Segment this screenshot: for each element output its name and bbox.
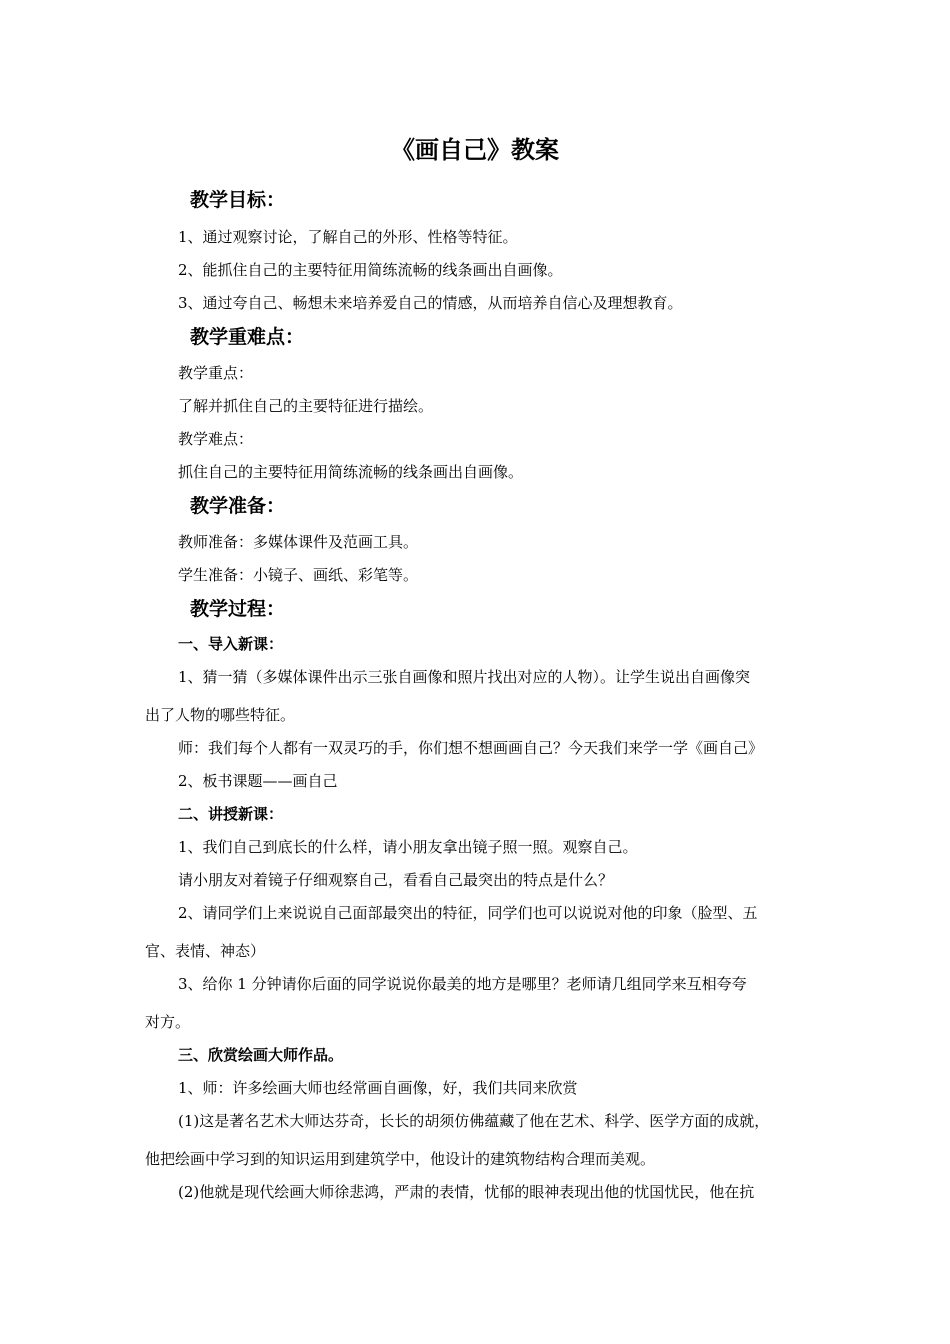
part2-item2-line1: 2、请同学们上来说说自己面部最突出的特征，同学们也可以说说对他的印象（脸型、五	[178, 904, 758, 922]
difficulty-text: 抓住自己的主要特征用简练流畅的线条画出自画像。	[178, 463, 524, 481]
student-preparation: 学生准备：小镜子、画纸、彩笔等。	[178, 566, 419, 584]
objective-item-1: 1、通过观察讨论，了解自己的外形、性格等特征。	[178, 228, 518, 246]
part3-sub2-line1: (2)他就是现代绘画大师徐悲鸿，严肃的表情，忧郁的眼神表现出他的忧国忧民，他在抗	[178, 1183, 755, 1201]
part2-item1: 1、我们自己到底长的什么样，请小朋友拿出镜子照一照。观察自己。	[178, 838, 638, 856]
preparation-heading: 教学准备：	[190, 495, 286, 517]
part1-teacher-line: 师：我们每个人都有一双灵巧的手，你们想不想画画自己？今天我们来学一学《画自己》	[178, 739, 764, 757]
focus-text: 了解并抓住自己的主要特征进行描绘。	[178, 397, 434, 415]
key-points-heading: 教学重难点：	[190, 326, 305, 348]
part3-sub1-line1: (1)这是著名艺术大师达芬奇，长长的胡须仿佛蕴藏了他在艺术、科学、医学方面的成就，	[178, 1112, 770, 1130]
part2-item2-line2: 官、表情、神态）	[145, 942, 266, 960]
part1-heading: 一、导入新课：	[178, 635, 284, 653]
part2-item1b: 请小朋友对着镜子仔细观察自己，看看自己最突出的特点是什么？	[178, 871, 614, 889]
objective-item-3: 3、通过夸自己、畅想未来培养爱自己的情感，从而培养自信心及理想教育。	[178, 294, 683, 312]
process-heading: 教学过程：	[190, 598, 286, 620]
part2-item3-line1: 3、给你 1 分钟请你后面的同学说说你最美的地方是哪里？老师请几组同学来互相夸夸	[178, 975, 747, 993]
part3-item1: 1、师：许多绘画大师也经常画自画像，好，我们共同来欣赏	[178, 1079, 578, 1097]
part1-item2: 2、板书课题——画自己	[178, 772, 338, 790]
part1-item1-line1: 1、猜一猜（多媒体课件出示三张自画像和照片找出对应的人物）。让学生说出自画像突	[178, 668, 751, 686]
part2-item3-line2: 对方。	[145, 1013, 191, 1031]
focus-label: 教学重点：	[178, 364, 254, 382]
part3-heading: 三、欣赏绘画大师作品。	[178, 1046, 344, 1064]
difficulty-label: 教学难点：	[178, 430, 254, 448]
part1-item1-line2: 出了人物的哪些特征。	[145, 706, 296, 724]
objective-item-2: 2、能抓住自己的主要特征用简练流畅的线条画出自画像。	[178, 261, 563, 279]
part3-sub1-line2: 他把绘画中学习到的知识运用到建筑学中，他设计的建筑物结构合理而美观。	[145, 1150, 656, 1168]
document-title: 《画自己》教案	[391, 136, 559, 164]
part2-heading: 二、讲授新课：	[178, 805, 284, 823]
teacher-preparation: 教师准备：多媒体课件及范画工具。	[178, 533, 419, 551]
objectives-heading: 教学目标：	[190, 189, 286, 211]
